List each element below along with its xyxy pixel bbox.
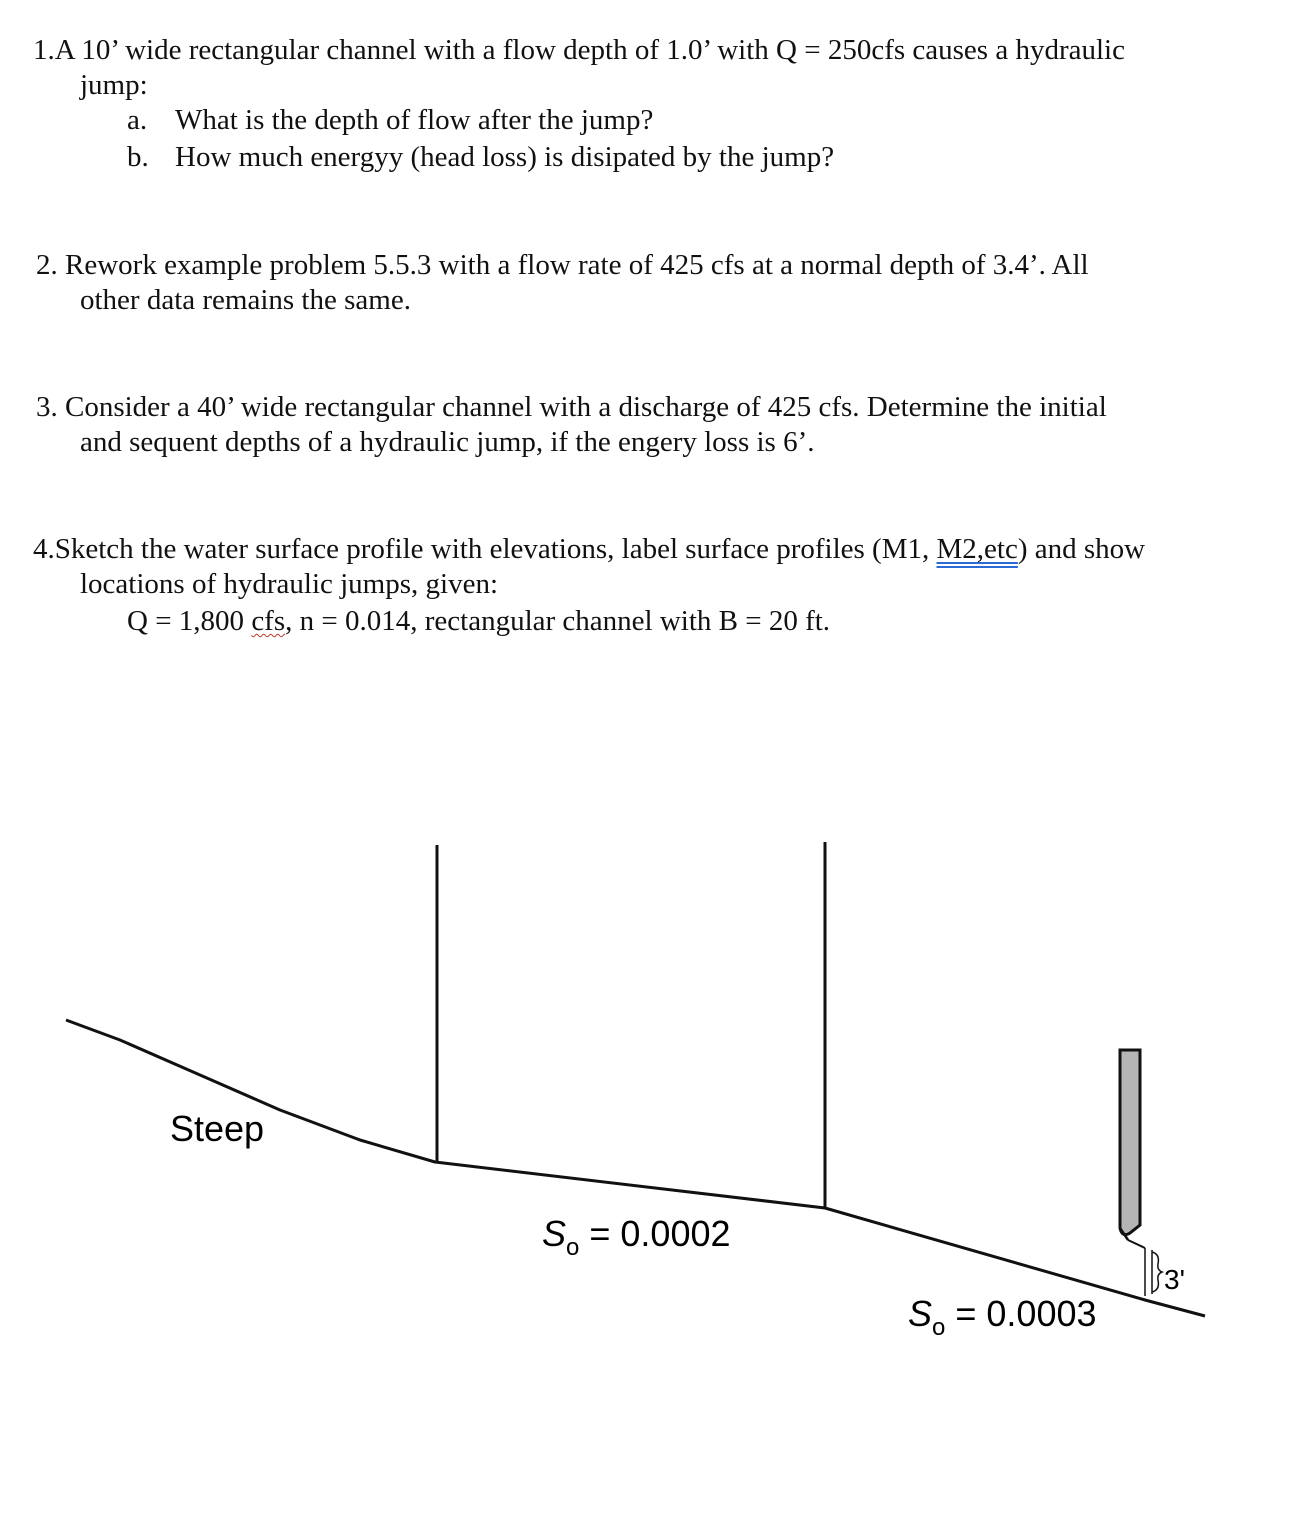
problem-2-line-2: other data remains the same.: [80, 284, 411, 316]
problem-2-line-1: 2. Rework example problem 5.5.3 with a flow rate of 425 cfs at a normal depth of 3.4’. All: [36, 249, 1089, 281]
slope-label-0002: $S_o = 0.0002$: [542, 1213, 731, 1261]
problem-1-line-1: 1.A 10’ wide rectangular channel with a flow depth of 1.0’ with Q = 250cfs causes a hydraulic: [33, 34, 1125, 66]
problem-3-line-1: 3. Consider a 40’ wide rectangular channel with a discharge of 425 cfs. Determine the initial: [36, 391, 1107, 423]
sluice-gate: [1120, 1050, 1145, 1248]
slope-label-0003: $S_o = 0.0003$: [908, 1293, 1097, 1341]
channel-bed: [66, 1020, 1205, 1316]
problem-4-line-2: locations of hydraulic jumps, given:: [80, 568, 499, 600]
spellcheck-flag-m2etc: M2,etc: [936, 533, 1018, 565]
problem-1-line-2: jump:: [80, 69, 148, 101]
problem-1a-text: What is the depth of flow after the jump?: [175, 104, 654, 136]
problem-1b-marker: b.: [127, 141, 149, 173]
gate-opening-dimension: [1145, 1248, 1162, 1296]
steep-label: Steep: [170, 1108, 265, 1149]
problem-4-line-1: 4.Sketch the water surface profile with elevations, label surface profiles (M1, M2,etc) and show: [33, 533, 1146, 565]
problem-1b-text: How much energyy (head loss) is disipated by the jump?: [175, 141, 835, 173]
problem-4-given: Q = 1,800 cfs, n = 0.014, rectangular channel with B = 20 ft.: [127, 605, 831, 637]
problem-3-line-2: and sequent depths of a hydraulic jump, if the engery loss is 6’.: [80, 426, 815, 458]
gate-depth-label: 3': [1164, 1264, 1185, 1295]
problem-1a-marker: a.: [127, 104, 148, 136]
spellcheck-flag-cfs: cfs: [251, 605, 286, 637]
